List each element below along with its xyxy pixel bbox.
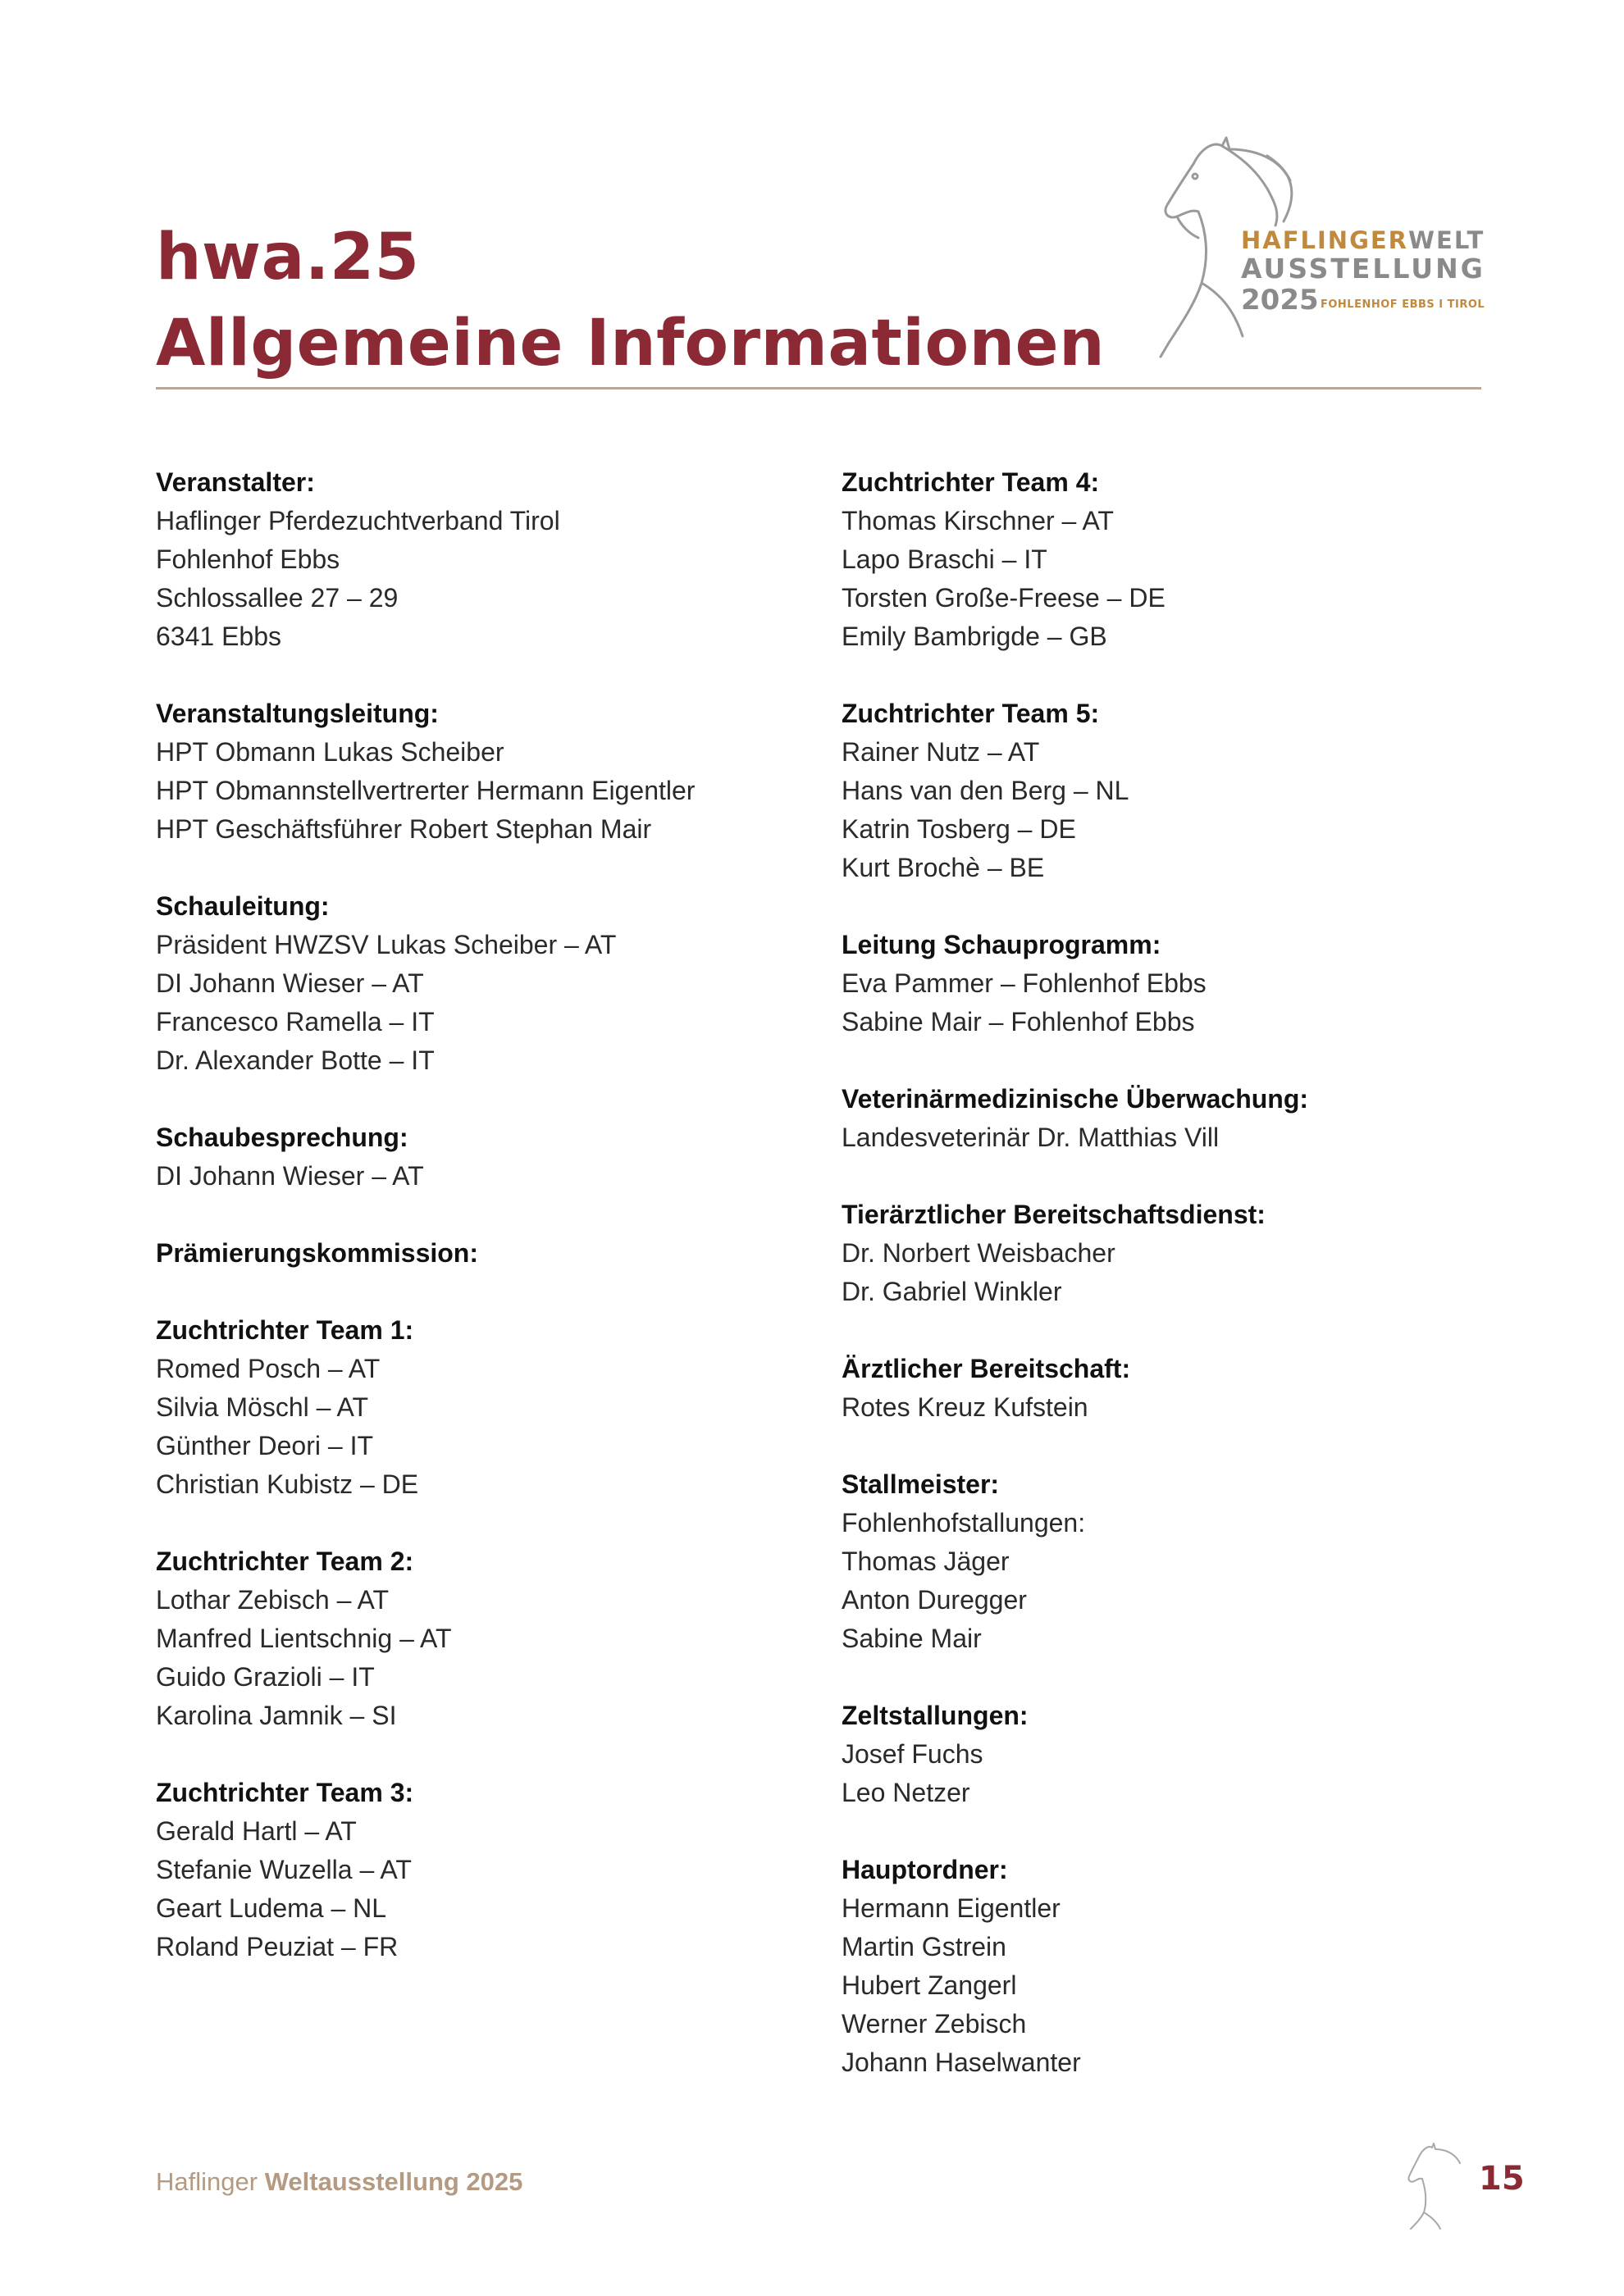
title-divider bbox=[156, 387, 1481, 390]
section-line: Sabine Mair – Fohlenhof Ebbs bbox=[842, 1007, 1195, 1036]
section-heading: Zuchtrichter Team 5: bbox=[842, 699, 1100, 728]
section-line: Christian Kubistz – DE bbox=[156, 1469, 419, 1499]
section-line: Hermann Eigentler bbox=[842, 1893, 1061, 1923]
section-heading: Zuchtrichter Team 2: bbox=[156, 1547, 414, 1576]
section-line: Katrin Tosberg – DE bbox=[842, 814, 1076, 844]
info-column-right bbox=[842, 463, 1498, 2121]
page-title bbox=[156, 215, 1105, 387]
info-section bbox=[842, 1080, 1498, 1157]
section-heading: Zeltstallungen: bbox=[842, 1701, 1029, 1730]
section-line: Werner Zebisch bbox=[842, 2009, 1027, 2039]
logo-subtitle: FOHLENHOF EBBS I TIROL bbox=[1321, 298, 1485, 311]
section-line: Martin Gstrein bbox=[842, 1932, 1006, 1961]
info-section bbox=[842, 1465, 1498, 1658]
section-line: Lapo Braschi – IT bbox=[842, 544, 1047, 574]
section-line: Romed Posch – AT bbox=[156, 1354, 381, 1383]
section-heading: Prämierungskommission: bbox=[156, 1238, 478, 1268]
logo-brand-line1 bbox=[1241, 226, 1485, 254]
section-line: Emily Bambrigde – GB bbox=[842, 622, 1107, 651]
info-section bbox=[842, 1350, 1498, 1427]
section-heading: Tierärztlicher Bereitschaftsdienst: bbox=[842, 1200, 1266, 1229]
info-section bbox=[156, 1234, 812, 1273]
info-section bbox=[156, 1118, 812, 1196]
section-heading: Stallmeister: bbox=[842, 1469, 1000, 1499]
section-line: HPT Obmannstellvertrerter Hermann Eigentler bbox=[156, 776, 696, 805]
logo-brand-part1: HAFLINGER bbox=[1241, 226, 1409, 254]
section-heading: Ärztlicher Bereitschaft: bbox=[842, 1354, 1131, 1383]
info-section bbox=[842, 926, 1498, 1041]
info-section bbox=[156, 1311, 812, 1504]
section-heading: Hauptordner: bbox=[842, 1855, 1008, 1884]
info-column-left bbox=[156, 463, 812, 2005]
info-section bbox=[156, 695, 812, 849]
section-line: Thomas Jäger bbox=[842, 1547, 1010, 1576]
section-line: Geart Ludema – NL bbox=[156, 1893, 387, 1923]
section-line: Haflinger Pferdezuchtverband Tirol bbox=[156, 506, 560, 535]
section-line: Francesco Ramella – IT bbox=[156, 1007, 435, 1036]
section-line: Dr. Alexander Botte – IT bbox=[156, 1046, 435, 1075]
section-line: HPT Obmann Lukas Scheiber bbox=[156, 737, 504, 767]
section-line: Thomas Kirschner – AT bbox=[842, 506, 1114, 535]
section-heading: Schauleitung: bbox=[156, 891, 330, 921]
info-section bbox=[156, 463, 812, 656]
section-heading: Zuchtrichter Team 4: bbox=[842, 467, 1100, 497]
section-line: Hans van den Berg – NL bbox=[842, 776, 1129, 805]
section-line: Schlossallee 27 – 29 bbox=[156, 583, 399, 613]
section-line: Fohlenhof Ebbs bbox=[156, 544, 340, 574]
section-line: Günther Deori – IT bbox=[156, 1431, 373, 1460]
section-line: Silvia Möschl – AT bbox=[156, 1392, 369, 1422]
section-line: DI Johann Wieser – AT bbox=[156, 1161, 424, 1191]
section-line: Dr. Norbert Weisbacher bbox=[842, 1238, 1115, 1268]
section-line: Gerald Hartl – AT bbox=[156, 1816, 357, 1846]
info-section bbox=[842, 1851, 1498, 2082]
section-line: Roland Peuziat – FR bbox=[156, 1932, 399, 1961]
info-section bbox=[842, 463, 1498, 656]
logo-brand-line2: AUSSTELLUNG bbox=[1241, 253, 1485, 285]
section-line: Dr. Gabriel Winkler bbox=[842, 1277, 1062, 1306]
horse-footer-icon bbox=[1403, 2140, 1468, 2230]
section-heading: Veterinärmedizinische Überwachung: bbox=[842, 1084, 1309, 1114]
info-section bbox=[842, 1196, 1498, 1311]
section-line: Josef Fuchs bbox=[842, 1739, 983, 1769]
section-line: Rainer Nutz – AT bbox=[842, 737, 1040, 767]
section-heading: Schaubesprechung: bbox=[156, 1123, 408, 1152]
info-section bbox=[156, 1774, 812, 1966]
section-line: Kurt Brochè – BE bbox=[842, 853, 1045, 882]
section-line: Johann Haselwanter bbox=[842, 2048, 1081, 2077]
section-line: Guido Grazioli – IT bbox=[156, 1662, 375, 1692]
section-heading: Veranstaltungsleitung: bbox=[156, 699, 439, 728]
section-line: Stefanie Wuzella – AT bbox=[156, 1855, 412, 1884]
footer-text-light: Haflinger bbox=[156, 2167, 258, 2196]
info-section bbox=[156, 887, 812, 1080]
event-logo bbox=[1144, 131, 1497, 377]
section-line: Leo Netzer bbox=[842, 1778, 970, 1807]
footer-text-bold: Weltausstellung 2025 bbox=[264, 2167, 523, 2196]
section-line: Rotes Kreuz Kufstein bbox=[842, 1392, 1088, 1422]
section-heading: Leitung Schauprogramm: bbox=[842, 930, 1161, 959]
section-line: Sabine Mair bbox=[842, 1624, 982, 1653]
section-heading: Zuchtrichter Team 3: bbox=[156, 1778, 414, 1807]
section-line: HPT Geschäftsführer Robert Stephan Mair bbox=[156, 814, 652, 844]
section-line: Torsten Große-Freese – DE bbox=[842, 583, 1166, 613]
info-section bbox=[156, 1542, 812, 1735]
section-line: Lothar Zebisch – AT bbox=[156, 1585, 389, 1615]
section-line: DI Johann Wieser – AT bbox=[156, 968, 424, 998]
section-line: Hubert Zangerl bbox=[842, 1970, 1017, 2000]
footer-title bbox=[156, 2167, 522, 2197]
section-line: 6341 Ebbs bbox=[156, 622, 282, 651]
title-line-2: Allgemeine Informationen bbox=[156, 307, 1106, 380]
section-line: Fohlenhofstallungen: bbox=[842, 1508, 1086, 1538]
logo-year: 2025 bbox=[1241, 284, 1319, 317]
section-line: Präsident HWZSV Lukas Scheiber – AT bbox=[156, 930, 617, 959]
info-section bbox=[842, 1697, 1498, 1812]
section-line: Landesveterinär Dr. Matthias Vill bbox=[842, 1123, 1220, 1152]
title-line-1: hwa.25 bbox=[156, 221, 420, 294]
section-line: Anton Duregger bbox=[842, 1585, 1027, 1615]
section-line: Karolina Jamnik – SI bbox=[156, 1701, 397, 1730]
section-heading: Zuchtrichter Team 1: bbox=[156, 1315, 414, 1345]
section-line: Manfred Lientschnig – AT bbox=[156, 1624, 452, 1653]
info-section bbox=[842, 695, 1498, 887]
page-number: 15 bbox=[1479, 2160, 1525, 2198]
section-heading: Veranstalter: bbox=[156, 467, 315, 497]
section-line: Eva Pammer – Fohlenhof Ebbs bbox=[842, 968, 1207, 998]
logo-brand-part2: WELT bbox=[1408, 226, 1485, 254]
